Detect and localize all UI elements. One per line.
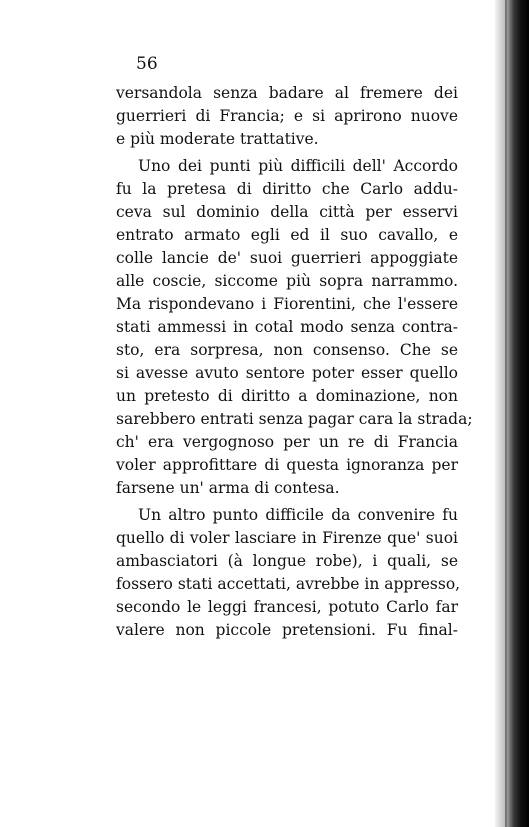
page-text [116,52,473,642]
text-line: fu la pretesa di diritto che Carlo addu- [116,180,458,198]
paragraph-2 [116,155,473,500]
text-line: alle coscie, siccome più sopra narrammo. [116,272,458,290]
page-number: 56 [136,54,158,74]
text-line: ambasciatori (à longue robe), i quali, se [116,552,458,570]
paragraph-3 [116,504,461,642]
text-line: Ma rispondevano i Fiorentini, che l'essere [116,295,458,313]
text-line: versandola senza badare al fremere dei [116,84,458,102]
text-line: Un altro punto difficile da convenire fu [138,506,458,524]
page-edge-shadow [495,0,529,827]
text-line: quello di voler lasciare in Firenze que' suoi [116,529,458,547]
page-edge-line [505,0,507,827]
text-line: fossero stati accettati, avrebbe in appresso, [116,575,461,593]
text-line: Uno dei punti più difficili dell' Accordo [138,157,458,175]
text-line: colle lancie de' suoi guerrieri appoggiate [116,249,458,267]
text-line: un pretesto di diritto a dominazione, non [116,387,458,405]
text-line: sto, era sorpresa, non consenso. Che se [116,341,458,359]
text-line: stati ammessi in cotal modo senza contra- [116,318,458,336]
text-line: guerrieri di Francia; e si aprirono nuove [116,107,458,125]
text-line: voler approfittare di questa ignoranza per [116,456,458,474]
text-line: entrato armato egli ed il suo cavallo, e [116,226,458,244]
text-line: valere non piccole pretensioni. Fu final- [116,621,458,639]
text-line: farsene un' arma di contesa. [116,479,340,497]
text-line: si avesse avuto sentore poter esser quello [116,364,458,382]
text-line: ch' era vergognoso per un re di Francia [116,433,458,451]
text-line: e più moderate trattative. [116,130,319,148]
paragraph-1 [116,82,458,151]
text-line: secondo le leggi francesi, potuto Carlo far [116,598,458,616]
text-line: ceva sul dominio della città per esservi [116,203,458,221]
text-line: sarebbero entrati senza pagar cara la strada; [116,410,473,428]
